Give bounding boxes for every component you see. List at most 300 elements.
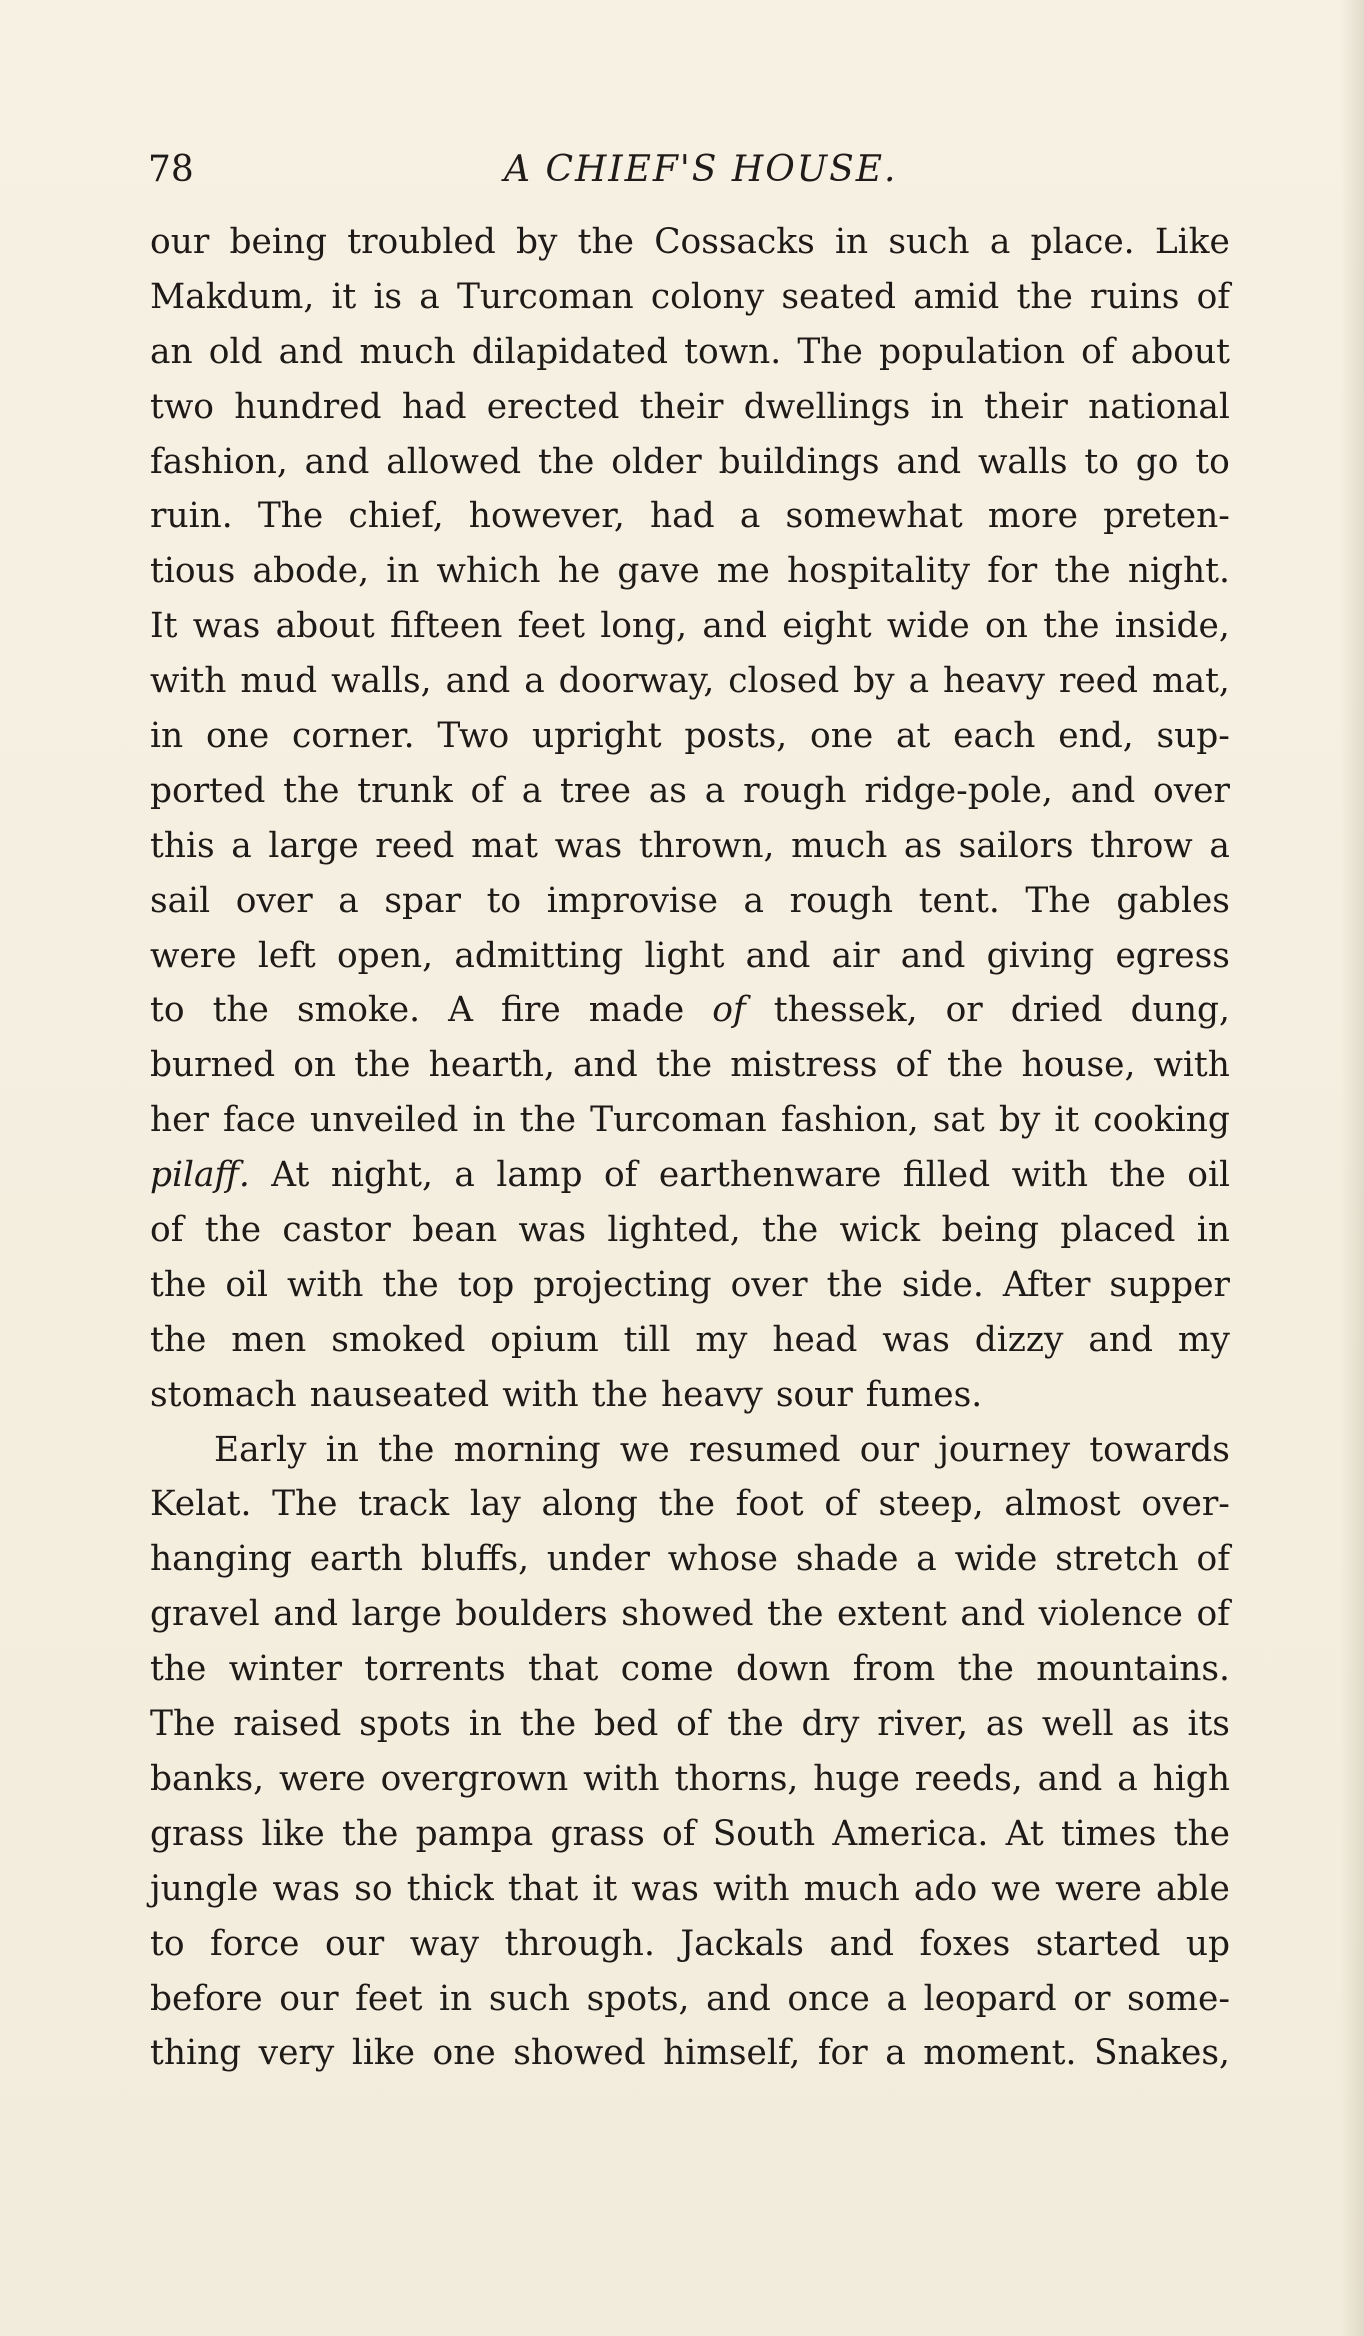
text-line [150, 270, 1230, 325]
word: At [1005, 1813, 1044, 1854]
word: in [472, 1100, 506, 1141]
word: track [358, 1484, 450, 1525]
word: with [1011, 1155, 1089, 1196]
word: and [304, 441, 370, 482]
word: along [541, 1484, 638, 1525]
word: wick [839, 1210, 921, 1251]
word: much [803, 1868, 900, 1909]
word: town. [684, 331, 782, 372]
word: sail [150, 880, 211, 921]
word: projecting [533, 1264, 712, 1305]
word: eight [782, 606, 872, 647]
text-line [150, 1258, 1230, 1313]
word: ported [150, 770, 266, 811]
word: such [488, 1978, 571, 2019]
word: preten- [1103, 496, 1230, 537]
word: foot [735, 1484, 804, 1525]
word: and [1037, 1758, 1103, 1799]
word: able [1155, 1868, 1230, 1909]
word: corner. [292, 716, 415, 757]
word: was [882, 1319, 950, 1360]
word: grass [550, 1813, 645, 1854]
word: troubled [347, 222, 496, 262]
word: buildings [718, 441, 880, 482]
word: mistress [730, 1045, 878, 1086]
page-edge-shadow [1340, 0, 1364, 2336]
word: a [704, 770, 726, 811]
word: mud [240, 661, 318, 702]
running-head: A CHIEF'S HOUSE. [504, 149, 898, 190]
word: fashion, [150, 441, 288, 482]
word: The [797, 331, 863, 372]
word: lamp [496, 1155, 583, 1196]
text-line [150, 654, 1230, 709]
page-header [148, 140, 1228, 200]
word: with [1153, 1045, 1230, 1086]
word: placed [1060, 1210, 1176, 1251]
word: A [448, 990, 473, 1031]
word: extent [836, 1594, 947, 1635]
word: thrown, [638, 825, 775, 866]
word: were [279, 1758, 366, 1799]
word: in [468, 1704, 502, 1745]
word: Cossacks [654, 222, 815, 262]
text-line [150, 709, 1230, 764]
word: spots [359, 1704, 451, 1745]
word: were [1055, 1868, 1142, 1909]
word: nauseated [309, 1374, 490, 1415]
word: their [639, 386, 724, 427]
word: a [521, 770, 543, 811]
word: the [1109, 1155, 1166, 1196]
word: and [829, 1923, 894, 1964]
text-line [150, 2026, 1230, 2081]
word: dizzy [974, 1319, 1064, 1360]
word: Two [437, 716, 510, 757]
word: ruin. [150, 496, 233, 537]
word: lay [469, 1484, 521, 1525]
word: of [1196, 1594, 1230, 1635]
word: stretch [1055, 1539, 1179, 1580]
word: walls [977, 441, 1068, 482]
word: supper [1109, 1264, 1230, 1305]
word: our [150, 222, 210, 262]
word: sup- [1156, 716, 1230, 757]
word: himself, [663, 2033, 801, 2074]
word: was [554, 825, 623, 866]
word: with [713, 1868, 790, 1909]
word: we [619, 1429, 670, 1470]
word: of [150, 1210, 184, 1251]
word: winter [228, 1649, 342, 1690]
word: the [591, 1374, 648, 1415]
word: tent. [918, 880, 1000, 921]
word: my [1177, 1319, 1230, 1360]
text-line [150, 325, 1230, 380]
word: stomach [150, 1374, 297, 1415]
word: of [712, 990, 746, 1031]
word: the [150, 1649, 207, 1690]
word: the [1054, 551, 1111, 592]
word: hanging [150, 1539, 292, 1580]
word: thick [406, 1868, 494, 1909]
word: gave [617, 551, 700, 592]
word: one [205, 716, 270, 757]
text-line [150, 1148, 1230, 1203]
word: improvise [546, 880, 718, 921]
word: reed [375, 825, 455, 866]
word: Like [1154, 222, 1230, 262]
word: or [1073, 1978, 1111, 2019]
word: lighted, [607, 1210, 741, 1251]
word: closed [728, 661, 840, 702]
word: the [150, 1264, 207, 1305]
word: of [1081, 331, 1115, 372]
word: the [658, 1484, 715, 1525]
word: end, [1058, 716, 1134, 757]
word: grass [150, 1813, 245, 1854]
word: a [1209, 825, 1230, 866]
word: in [325, 1429, 359, 1470]
word: towards [1089, 1429, 1230, 1470]
word: violence [1038, 1594, 1183, 1635]
word: a [419, 276, 440, 317]
word: one [809, 716, 874, 757]
word: ridge-pole, [864, 770, 1053, 811]
word: at [896, 716, 931, 757]
word: erected [486, 386, 620, 427]
word: her [150, 1100, 209, 1141]
word: over- [1141, 1484, 1230, 1525]
word: much [791, 825, 888, 866]
word: shade [795, 1539, 899, 1580]
word: the [947, 1045, 1004, 1086]
word: to [150, 990, 185, 1031]
word: posts, [684, 716, 788, 757]
word: in [1196, 1210, 1230, 1251]
word: more [987, 496, 1078, 537]
word: to [486, 880, 522, 921]
word: was [631, 1868, 699, 1909]
text-line [150, 435, 1230, 490]
word: like [261, 1813, 325, 1854]
word: a [231, 825, 252, 866]
word: the [727, 1704, 784, 1745]
word: an [150, 331, 193, 372]
word: dried [1010, 990, 1103, 1031]
word: chief, [348, 496, 444, 537]
text-line [150, 1203, 1230, 1258]
word: with [150, 661, 227, 702]
word: was [272, 1868, 341, 1909]
word: had [649, 496, 715, 537]
word: it [331, 276, 357, 317]
word: as [985, 1704, 1025, 1745]
word: under [546, 1539, 650, 1580]
word: amid [913, 276, 1000, 317]
word: a [338, 880, 359, 921]
word: like [351, 2033, 416, 2074]
word: the [378, 1429, 435, 1470]
word: mountains. [1036, 1649, 1230, 1690]
word: go [1135, 441, 1179, 482]
word: dry [801, 1704, 860, 1745]
text-line [150, 1313, 1230, 1368]
word: in [150, 716, 184, 757]
word: moment. [923, 2033, 1077, 2074]
word: through. [504, 1923, 655, 1964]
text-line [150, 1587, 1230, 1642]
word: tious [150, 551, 236, 592]
word: over [235, 880, 313, 921]
word: steep, [878, 1484, 984, 1525]
word: which [436, 551, 541, 592]
word: a [524, 661, 545, 702]
body-text [150, 215, 1230, 2081]
word: river, [877, 1704, 969, 1745]
text-line [150, 489, 1230, 544]
word: trunk [357, 770, 453, 811]
word: with [502, 1374, 579, 1415]
word: we [991, 1868, 1042, 1909]
word: so [354, 1868, 393, 1909]
word: thing [150, 2033, 242, 2074]
word: a [1117, 1758, 1138, 1799]
word: come [620, 1649, 714, 1690]
word: almost [1004, 1484, 1121, 1525]
word: bean [412, 1210, 498, 1251]
word: as [1131, 1704, 1170, 1745]
word: mat [471, 825, 538, 866]
word: resumed [688, 1429, 841, 1470]
word: walls, [331, 661, 432, 702]
word: castor [282, 1210, 391, 1251]
word: fumes. [865, 1374, 983, 1415]
word: as [903, 825, 942, 866]
word: opium [490, 1319, 599, 1360]
text-line [150, 764, 1230, 819]
word: cooking [1093, 1100, 1230, 1141]
word: foxes [919, 1923, 1011, 1964]
word: the [826, 1264, 883, 1305]
word: of [895, 1045, 929, 1086]
word: bed [593, 1704, 659, 1745]
word: in [439, 1978, 473, 2019]
word: being [941, 1210, 1039, 1251]
word: oil [1187, 1155, 1230, 1196]
word: feet [355, 1978, 423, 2019]
word: of [1196, 276, 1230, 317]
word: The [257, 496, 324, 537]
word: After [1002, 1264, 1091, 1305]
word: however, [468, 496, 625, 537]
word: sour [775, 1374, 853, 1415]
word: gables [1116, 880, 1230, 921]
word: large [351, 1594, 442, 1635]
text-line [150, 819, 1230, 874]
word: till [623, 1319, 671, 1360]
word: oil [225, 1264, 269, 1305]
word: smoked [331, 1319, 466, 1360]
word: overgrown [380, 1758, 569, 1799]
word: the [767, 1594, 824, 1635]
word: that [528, 1649, 599, 1690]
word: and [706, 1978, 771, 2019]
word: way [409, 1923, 480, 1964]
word: the [1016, 276, 1073, 317]
word: South [712, 1813, 816, 1854]
word: feet [517, 606, 585, 647]
word: the [519, 1100, 576, 1141]
word: the [382, 1264, 439, 1305]
word: or [945, 990, 983, 1031]
word: abode, [252, 551, 370, 592]
word: Early [214, 1429, 307, 1470]
word: boulders [455, 1594, 608, 1635]
word: before [150, 1978, 263, 2019]
word: is [373, 276, 403, 317]
word: wide [954, 1539, 1038, 1580]
word: for [817, 2033, 868, 2074]
word: a [886, 1978, 907, 2019]
text-line [150, 1532, 1230, 1587]
word: top [457, 1264, 515, 1305]
word: of [824, 1484, 858, 1525]
word: my [695, 1319, 748, 1360]
word: bluffs, [420, 1539, 530, 1580]
word: face [223, 1100, 296, 1141]
word: population [878, 331, 1066, 372]
word: to [1084, 441, 1119, 482]
word: the [354, 1045, 411, 1086]
word: the [150, 1319, 207, 1360]
word: rough [743, 770, 847, 811]
word: Makdum, [150, 276, 315, 317]
word: on [293, 1045, 337, 1086]
word: and [445, 661, 511, 702]
text-line [150, 1697, 1230, 1752]
word: large [268, 825, 359, 866]
word: Turcoman [590, 1100, 767, 1141]
word: leopard [923, 1978, 1057, 2019]
word: the [204, 1210, 262, 1251]
word: a [454, 1155, 475, 1196]
word: jungle [150, 1868, 259, 1909]
word: once [787, 1978, 870, 2019]
text-line [150, 1972, 1230, 2027]
word: to [150, 1923, 185, 1964]
text-line [150, 1477, 1230, 1532]
word: made [588, 990, 685, 1031]
word: night, [330, 1155, 433, 1196]
word: up [1185, 1923, 1230, 1964]
word: being [229, 222, 328, 262]
word: The [150, 1704, 216, 1745]
text-line [150, 380, 1230, 435]
word: dwellings [743, 386, 911, 427]
text-line [150, 1862, 1230, 1917]
word: it [1054, 1100, 1080, 1141]
word: he [557, 551, 601, 592]
word: by [998, 1100, 1041, 1141]
word: each [953, 716, 1036, 757]
word: ruins [1090, 276, 1180, 317]
word: earthenware [658, 1155, 882, 1196]
word: colony [650, 276, 765, 317]
word: the [957, 1649, 1014, 1690]
text-line [150, 544, 1230, 599]
word: that [507, 1868, 579, 1909]
text-line [150, 1752, 1230, 1807]
word: men [231, 1319, 307, 1360]
word: torrents [364, 1649, 506, 1690]
word: fifteen [390, 606, 503, 647]
word: unveiled [309, 1100, 459, 1141]
word: The [1025, 880, 1091, 921]
word: and [745, 935, 811, 976]
word: wide [886, 606, 970, 647]
word: light [644, 935, 725, 976]
word: high [1152, 1758, 1230, 1799]
word: upright [531, 716, 662, 757]
word: gravel [150, 1594, 260, 1635]
text-line [150, 1423, 1230, 1478]
text-line [150, 929, 1230, 984]
word: one [432, 2033, 496, 2074]
word: and [1070, 770, 1136, 811]
word: smoke. [296, 990, 421, 1031]
word: spar [384, 880, 461, 921]
word: were [150, 935, 237, 976]
word: about [1130, 331, 1230, 372]
word: spots, [586, 1978, 690, 2019]
word: of [676, 1704, 710, 1745]
word: started [1035, 1923, 1161, 1964]
word: very [258, 2033, 335, 2074]
text-line [150, 1368, 1230, 1423]
text-line [150, 874, 1230, 929]
word: thorns, [674, 1758, 799, 1799]
word: tree [560, 770, 631, 811]
word: a [908, 661, 930, 702]
word: and [273, 1594, 338, 1635]
word: long, [600, 606, 688, 647]
word: about [275, 606, 375, 647]
text-line [150, 1038, 1230, 1093]
word: our [859, 1429, 920, 1470]
word: times [1060, 1813, 1157, 1854]
text-line [150, 215, 1230, 270]
word: huge [813, 1758, 900, 1799]
word: banks, [150, 1758, 265, 1799]
word: hospitality [787, 551, 971, 592]
word: hundred [234, 386, 382, 427]
word: the [655, 1045, 713, 1086]
text-line [150, 983, 1230, 1038]
word: earth [309, 1539, 404, 1580]
word: hearth, [428, 1045, 555, 1086]
word: our [279, 1978, 339, 2019]
word: place. [1030, 222, 1135, 262]
word: force [209, 1923, 300, 1964]
word: and [278, 331, 344, 372]
word: throw [1090, 825, 1193, 866]
word: of [1196, 1539, 1230, 1580]
word: its [1187, 1704, 1230, 1745]
word: the [519, 1704, 577, 1745]
word: the [577, 222, 634, 262]
word: fire [500, 990, 561, 1031]
